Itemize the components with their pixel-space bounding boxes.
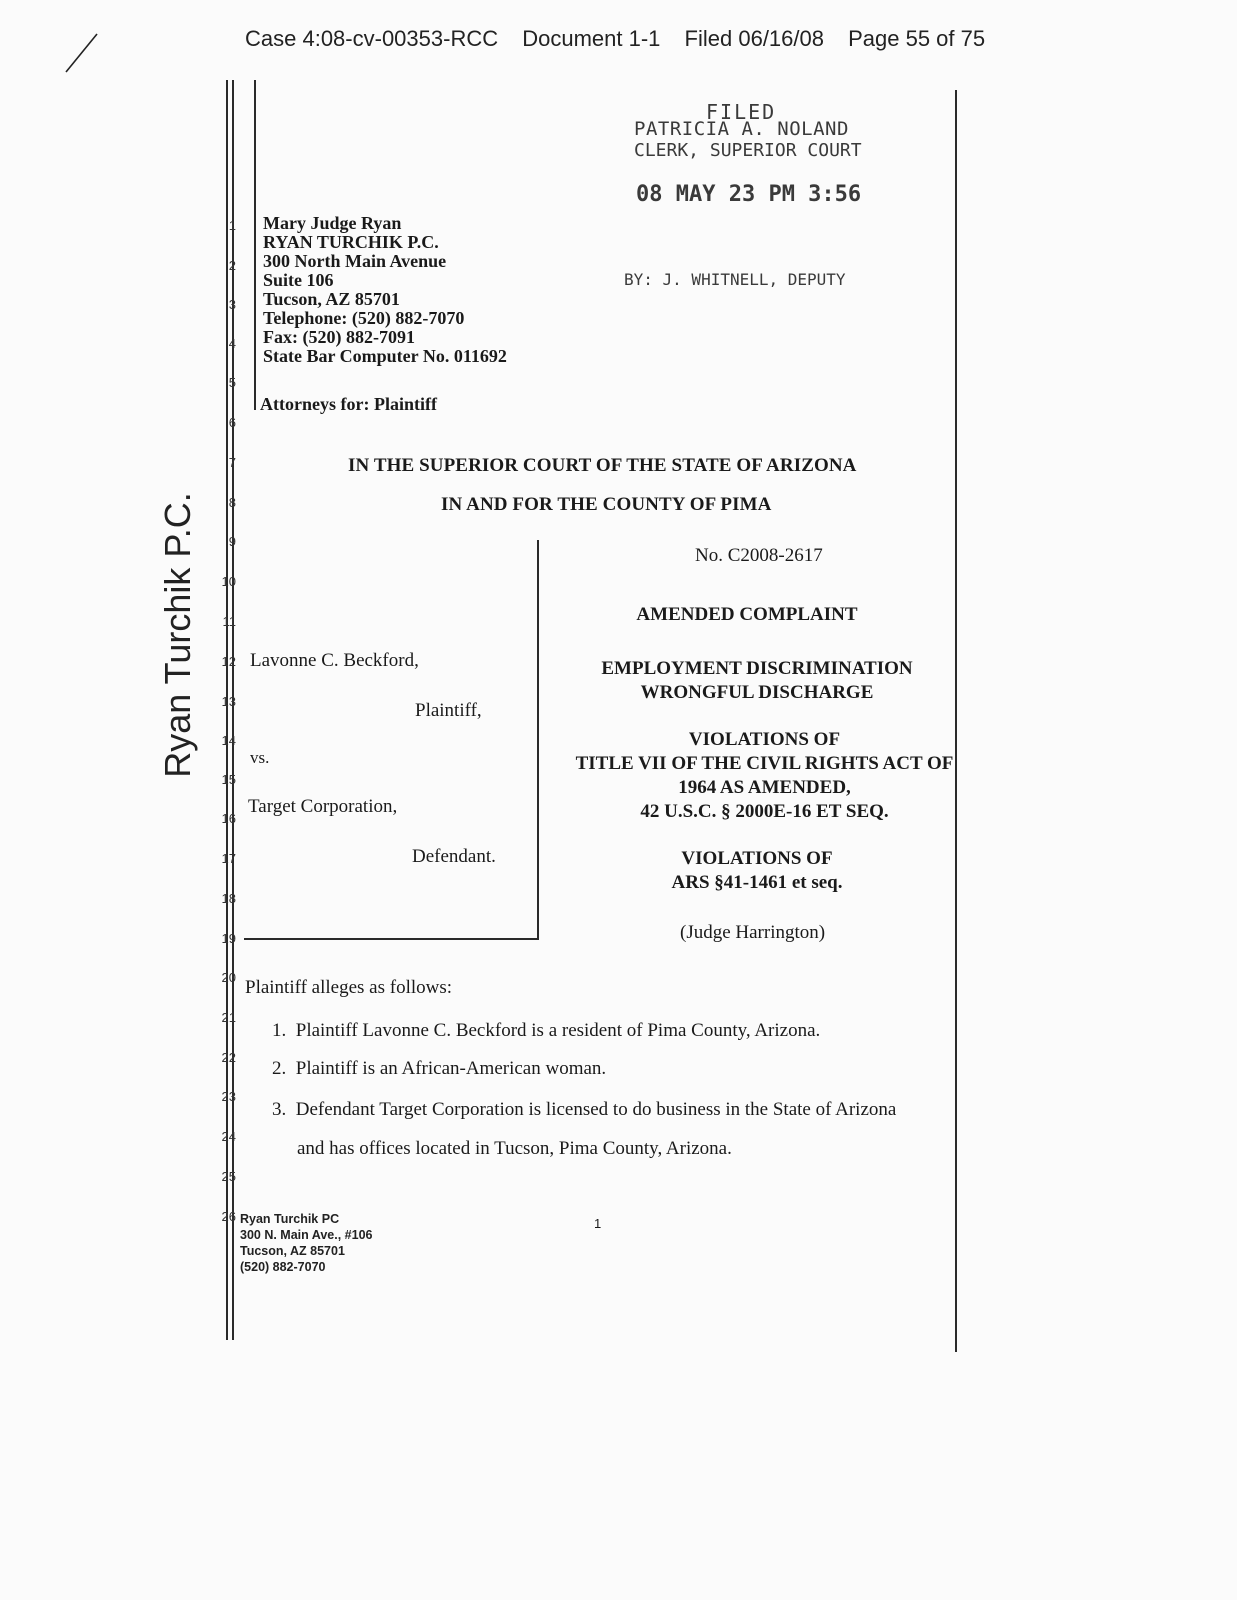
line-number: 19	[221, 931, 236, 946]
line-number: 11	[222, 614, 236, 629]
line-number: 12	[221, 654, 236, 669]
caption-divider-vertical	[537, 540, 539, 940]
attorney-street: 300 North Main Avenue	[263, 251, 447, 271]
line-number: 16	[221, 811, 236, 826]
line-number: 20	[221, 970, 236, 985]
attorney-bar-number: State Bar Computer No. 011692	[263, 346, 507, 366]
line-number: 15	[221, 772, 236, 787]
allegation-number: 2.	[272, 1058, 287, 1079]
page-number: 1	[594, 1216, 602, 1231]
document-title: AMENDED COMPLAINT	[636, 604, 858, 625]
line-number: 14	[221, 733, 236, 748]
stamp-deputy: BY: J. WHITNELL, DEPUTY	[624, 270, 846, 289]
stamp-datetime: 08 MAY 23 PM 3:56	[636, 182, 862, 207]
allegation-text: Plaintiff is an African-American woman.	[295, 1058, 607, 1079]
footer-address: 300 N. Main Ave., #106	[240, 1228, 373, 1242]
allegation-text: Plaintiff Lavonne C. Beckford is a resident of Pima County, Arizona.	[295, 1020, 821, 1041]
line-number: 10	[221, 574, 236, 589]
line-number: 8	[228, 495, 236, 510]
line-number: 2	[228, 258, 236, 273]
attorney-firm: RYAN TURCHIK P.C.	[263, 232, 439, 252]
line-number: 7	[228, 455, 236, 470]
court-county: IN AND FOR THE COUNTY OF PIMA	[441, 494, 772, 515]
line-number: 25	[221, 1169, 236, 1184]
stamp-filed: FILED	[706, 100, 777, 124]
attorney-telephone: Telephone: (520) 882-7070	[263, 308, 465, 328]
allegation-item	[272, 1058, 606, 1080]
line-number: 1	[228, 218, 236, 233]
attorney-city: Tucson, AZ 85701	[263, 289, 400, 309]
footer-firm-block	[240, 1211, 372, 1275]
line-number: 18	[221, 891, 236, 906]
stamp-clerk-name: PATRICIA A. NOLAND	[634, 118, 849, 140]
attorney-block-rule	[254, 80, 256, 410]
allegation-item	[272, 1020, 820, 1042]
sidebar-firm-name: Ryan Turchik P.C.	[157, 492, 198, 778]
line-number: 26	[221, 1209, 236, 1224]
filed-date: Filed 06/16/08	[684, 26, 824, 51]
document-number: Document 1-1	[522, 26, 661, 51]
allegation-number: 1.	[272, 1020, 287, 1041]
attorneys-for: Attorneys for: Plaintiff	[260, 394, 437, 414]
allegation-text: Defendant Target Corporation is licensed to do business in the State of Arizona	[295, 1099, 897, 1120]
footer-firm-name: Ryan Turchik PC	[240, 1212, 340, 1226]
case-number-caption: No. C2008-2617	[695, 545, 823, 566]
line-number: 13	[221, 694, 236, 709]
judge-name: (Judge Harrington)	[680, 922, 826, 943]
case-header	[245, 26, 1003, 52]
line-number: 5	[228, 375, 236, 390]
line-number: 9	[228, 534, 236, 549]
attorney-block	[263, 214, 507, 366]
line-number: 24	[221, 1129, 236, 1144]
right-margin-rule	[955, 90, 957, 1352]
line-number: 22	[221, 1050, 236, 1065]
claim-title-vii: VIOLATIONS OF TITLE VII OF THE CIVIL RIGHTS ACT OF 1964 AS AMENDED, 42 U.S.C. § 2000E-16 ET SEQ.	[575, 729, 954, 822]
page-indicator: Page 55 of 75	[848, 26, 986, 51]
case-number: Case 4:08-cv-00353-RCC	[245, 26, 499, 51]
defendant-label: Defendant.	[412, 846, 496, 867]
stamp-clerk-title: CLERK, SUPERIOR COURT	[634, 140, 862, 161]
line-number: 6	[228, 415, 236, 430]
defendant-name: Target Corporation,	[248, 796, 398, 817]
allegations-intro: Plaintiff alleges as follows:	[245, 977, 453, 998]
line-number: 23	[221, 1089, 236, 1104]
allegation-continuation: and has offices located in Tucson, Pima County, Arizona.	[297, 1138, 732, 1159]
plaintiff-label: Plaintiff,	[415, 700, 482, 721]
claim-employment-discrimination: EMPLOYMENT DISCRIMINATION WRONGFUL DISCHARGE	[601, 658, 913, 703]
attorney-fax: Fax: (520) 882-7091	[263, 327, 415, 347]
allegation-item	[272, 1099, 896, 1121]
attorney-name: Mary Judge Ryan	[263, 213, 402, 233]
court-title: IN THE SUPERIOR COURT OF THE STATE OF ARIZONA	[348, 455, 857, 476]
allegation-number: 3.	[272, 1099, 287, 1120]
plaintiff-name: Lavonne C. Beckford,	[250, 650, 419, 671]
versus-label: vs.	[250, 748, 270, 767]
footer-phone: (520) 882-7070	[240, 1260, 326, 1274]
caption-divider-horizontal	[244, 938, 538, 940]
footer-city: Tucson, AZ 85701	[240, 1244, 345, 1258]
line-number: 3	[228, 297, 236, 312]
line-number: 17	[221, 851, 236, 866]
line-number: 21	[221, 1010, 236, 1025]
line-number: 4	[228, 336, 236, 351]
pen-mark-icon	[62, 32, 102, 74]
claim-ars: VIOLATIONS OF ARS §41-1461 et seq.	[671, 848, 843, 893]
attorney-suite: Suite 106	[263, 270, 334, 290]
